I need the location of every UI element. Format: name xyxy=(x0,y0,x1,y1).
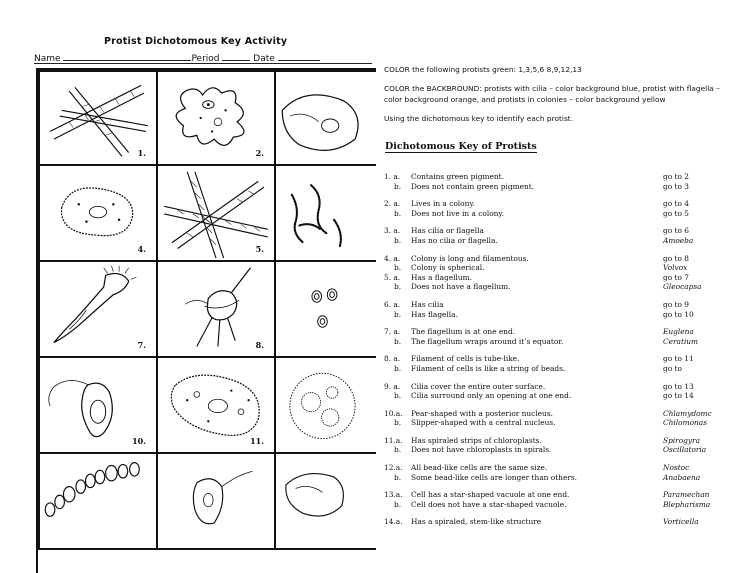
key-step-label: 13.a. xyxy=(384,490,403,500)
key-step-label: b. xyxy=(394,208,402,218)
key-line-a xyxy=(384,436,736,446)
ciliate-icon xyxy=(276,72,376,164)
key-step-label: b. xyxy=(394,472,402,482)
key-pair xyxy=(384,517,736,527)
key-step-label: 9. a. xyxy=(384,381,401,391)
key-step-text: Cell does not have a star-shaped vacuole. xyxy=(411,499,567,509)
key-step-text: Has cilia or flagella xyxy=(411,226,484,236)
key-step-text: Pear-shaped with a posterior nucleus. xyxy=(411,408,553,418)
key-step-result: go to 14 xyxy=(663,391,694,401)
key-step-text: Colony is long and filamentous. xyxy=(411,253,529,263)
key-step-label: 12.a. xyxy=(384,463,403,473)
key-step-result: go to 13 xyxy=(663,381,694,391)
volvox-icon xyxy=(276,358,376,452)
key-step-label: b. xyxy=(394,363,402,373)
blepharisma-icon xyxy=(276,454,376,548)
protist-cell-3 xyxy=(274,70,376,166)
key-step-label: b. xyxy=(394,263,402,273)
key-step-label: b. xyxy=(394,282,402,292)
key-pair xyxy=(384,226,736,245)
key-step-result: Euglena xyxy=(663,327,694,337)
cell-number: 5. xyxy=(255,244,264,254)
protist-cell-15 xyxy=(274,452,376,550)
key-line-b xyxy=(384,418,736,428)
key-step-label: 5. a. xyxy=(384,272,401,282)
key-step-result: go to 4 xyxy=(663,199,690,209)
key-line-a xyxy=(384,382,736,392)
key-step-label: b. xyxy=(394,391,402,401)
header-rule xyxy=(34,63,372,64)
key-step-label: 3. a. xyxy=(384,226,401,236)
period-field[interactable] xyxy=(222,51,250,61)
key-step-text: Has a flagellum. xyxy=(411,272,473,282)
key-line-a xyxy=(384,273,736,283)
period-label: Period xyxy=(191,54,220,64)
key-line-a xyxy=(384,254,736,264)
key-step-text: Does not contain green pigment. xyxy=(411,181,535,191)
protist-picture-grid xyxy=(36,68,376,573)
protist-cell-7 xyxy=(38,260,158,358)
key-step-text: Has a spiraled, stem-like structure xyxy=(411,517,542,527)
key-line-b xyxy=(384,391,736,401)
cell-number: 2. xyxy=(255,148,264,158)
protist-cell-5 xyxy=(156,164,276,262)
key-step-text: Colony is spherical. xyxy=(411,263,485,273)
key-step-label: 2. a. xyxy=(384,199,401,209)
key-step-result: Vorticella xyxy=(663,517,699,527)
key-pair xyxy=(384,254,736,273)
instruction-color-background: COLOR the BACKBROUND: protists with cilia – color background blue, protist with flagella – color background orange, and protists in colonies – color background yellow xyxy=(384,84,720,104)
key-pair xyxy=(384,436,736,455)
protist-cell-1 xyxy=(38,70,158,166)
key-line-b xyxy=(384,182,736,192)
protist-cell-12 xyxy=(274,356,376,454)
key-step-text: The flagellum is at one end. xyxy=(411,327,516,337)
key-step-result: Chilomonas xyxy=(663,418,708,428)
key-line-a xyxy=(384,226,736,236)
key-step-result: go to xyxy=(663,363,682,373)
protist-cell-8 xyxy=(156,260,276,358)
key-line-b xyxy=(384,337,736,347)
key-step-label: b. xyxy=(394,499,402,509)
key-step-label: b. xyxy=(394,181,402,191)
key-line-a xyxy=(384,517,736,527)
key-step-text: Does not have a flagellum. xyxy=(411,282,511,292)
dichotomous-key xyxy=(384,172,736,527)
key-pair xyxy=(384,490,736,509)
key-line-b xyxy=(384,500,736,510)
key-step-result: go to 7 xyxy=(663,272,690,282)
cell-number: 8. xyxy=(255,340,264,350)
key-step-label: 10.a. xyxy=(384,408,403,418)
key-step-result: go to 9 xyxy=(663,299,690,309)
key-line-b xyxy=(384,473,736,483)
protist-cell-10 xyxy=(38,356,158,454)
key-step-result: Ceratium xyxy=(663,336,699,346)
key-step-result: go to 3 xyxy=(663,181,690,191)
key-step-text: Has cilia xyxy=(411,299,444,309)
key-step-label: b. xyxy=(394,235,402,245)
key-step-result: Paramechan xyxy=(663,490,710,500)
key-step-label: 4. a. xyxy=(384,253,401,263)
protist-cell-4 xyxy=(38,164,158,262)
instruction-use-key: Using the dichotomous key to identify each protist. xyxy=(384,114,574,123)
gloeocapsa-icon xyxy=(276,262,376,356)
key-step-result: go to 10 xyxy=(663,309,694,319)
key-step-text: Has spiraled strips of chloroplasts. xyxy=(411,435,542,445)
key-step-result: Spirogyra xyxy=(663,435,700,445)
worksheet-title: Protist Dichotomous Key Activity xyxy=(104,36,288,47)
key-step-text: Does not have chloroplasts in spirals. xyxy=(411,445,552,455)
key-line-a xyxy=(384,354,736,364)
key-step-text: Slipper-shaped with a central nucleus. xyxy=(411,418,556,428)
key-step-text: Cell has a star-shaped vacuole at one end. xyxy=(411,490,570,500)
key-step-label: 6. a. xyxy=(384,299,401,309)
key-step-label: 1. a. xyxy=(384,172,401,181)
key-step-result: go to 8 xyxy=(663,253,690,263)
key-pair xyxy=(384,409,736,428)
key-step-text: All bead-like cells are the same size. xyxy=(411,463,548,473)
name-field[interactable] xyxy=(63,51,191,61)
key-step-label: 11.a. xyxy=(384,435,403,445)
key-step-text: The flagellum wraps around it’s equator. xyxy=(411,336,564,346)
key-step-text: Filament of cells is like a string of beads. xyxy=(411,363,566,373)
key-pair xyxy=(384,354,736,373)
cell-number: 4. xyxy=(137,244,146,254)
key-line-a xyxy=(384,199,736,209)
key-line-b xyxy=(384,263,736,273)
key-line-b xyxy=(384,236,736,246)
key-step-result: Blepharisma xyxy=(663,499,711,509)
key-pair xyxy=(384,327,736,346)
key-step-text: Has flagella. xyxy=(411,309,458,319)
key-line-b xyxy=(384,364,736,374)
key-step-label: b. xyxy=(394,336,402,346)
key-step-label: b. xyxy=(394,309,402,319)
key-line-a xyxy=(384,172,736,182)
key-step-text: Has no cilia or flagella. xyxy=(411,235,498,245)
key-step-text: Lives in a colony. xyxy=(411,199,475,209)
protist-cell-14 xyxy=(156,452,276,550)
key-pair xyxy=(384,300,736,319)
key-step-result: go to 5 xyxy=(663,208,690,218)
key-step-text: Filament of cells is tube-like. xyxy=(411,354,520,364)
key-line-b xyxy=(384,310,736,320)
key-step-result: Volvox xyxy=(663,263,688,273)
key-step-result: Nostoc xyxy=(663,463,690,473)
key-line-a xyxy=(384,327,736,337)
key-pair xyxy=(384,382,736,401)
key-line-b xyxy=(384,445,736,455)
key-line-a xyxy=(384,490,736,500)
cell-number: 7. xyxy=(137,340,146,350)
protist-cell-6 xyxy=(274,164,376,262)
key-step-text: Contains green pigment. xyxy=(411,172,504,181)
key-line-b xyxy=(384,282,736,292)
name-label: Name xyxy=(34,54,61,64)
key-step-text: Cilia surround only an opening at one end. xyxy=(411,391,572,401)
key-step-result: Anabaena xyxy=(663,472,701,482)
key-step-result: Amoeba xyxy=(663,235,694,245)
cell-number: 11. xyxy=(250,436,264,446)
key-step-text: Does not live in a colony. xyxy=(411,208,504,218)
instruction-color-green: COLOR the following protists green: 1,3,5,6 8,9,12,13 xyxy=(384,65,582,74)
key-step-label: 8. a. xyxy=(384,354,401,364)
key-step-result: go to 6 xyxy=(663,226,690,236)
key-step-result: Oscillatoria xyxy=(663,445,707,455)
key-step-result: go to 2 xyxy=(663,172,690,181)
nostoc-chain-icon xyxy=(40,454,156,548)
protist-cell-13 xyxy=(38,452,158,550)
chilomonas-icon xyxy=(158,454,274,548)
key-line-a xyxy=(384,300,736,310)
key-line-b xyxy=(384,209,736,219)
key-line-a xyxy=(384,463,736,473)
date-label: Date xyxy=(253,54,275,64)
key-step-label: 14.a. xyxy=(384,517,403,527)
date-field[interactable] xyxy=(278,51,320,61)
key-step-label: 7. a. xyxy=(384,327,401,337)
bead-chain-icon xyxy=(276,166,376,260)
key-step-result: Gleocapsa xyxy=(663,282,702,292)
key-pair xyxy=(384,172,736,191)
protist-cell-9 xyxy=(274,260,376,358)
cell-number: 1. xyxy=(137,148,146,158)
key-step-result: Chlamydomc xyxy=(663,408,712,418)
key-step-text: Some bead-like cells are longer than others. xyxy=(411,472,577,482)
key-pair xyxy=(384,273,736,292)
protist-cell-2 xyxy=(156,70,276,166)
key-title: Dichotomous Key of Protists xyxy=(385,141,537,152)
key-pair xyxy=(384,463,736,482)
key-line-a xyxy=(384,409,736,419)
key-step-text: Cilia cover the entire outer surface. xyxy=(411,381,546,391)
protist-cell-11 xyxy=(156,356,276,454)
key-step-result: go to 11 xyxy=(663,354,694,364)
key-pair xyxy=(384,199,736,218)
instructions xyxy=(384,60,734,124)
cell-number: 10. xyxy=(132,436,146,446)
key-step-label: b. xyxy=(394,418,402,428)
key-step-label: b. xyxy=(394,445,402,455)
